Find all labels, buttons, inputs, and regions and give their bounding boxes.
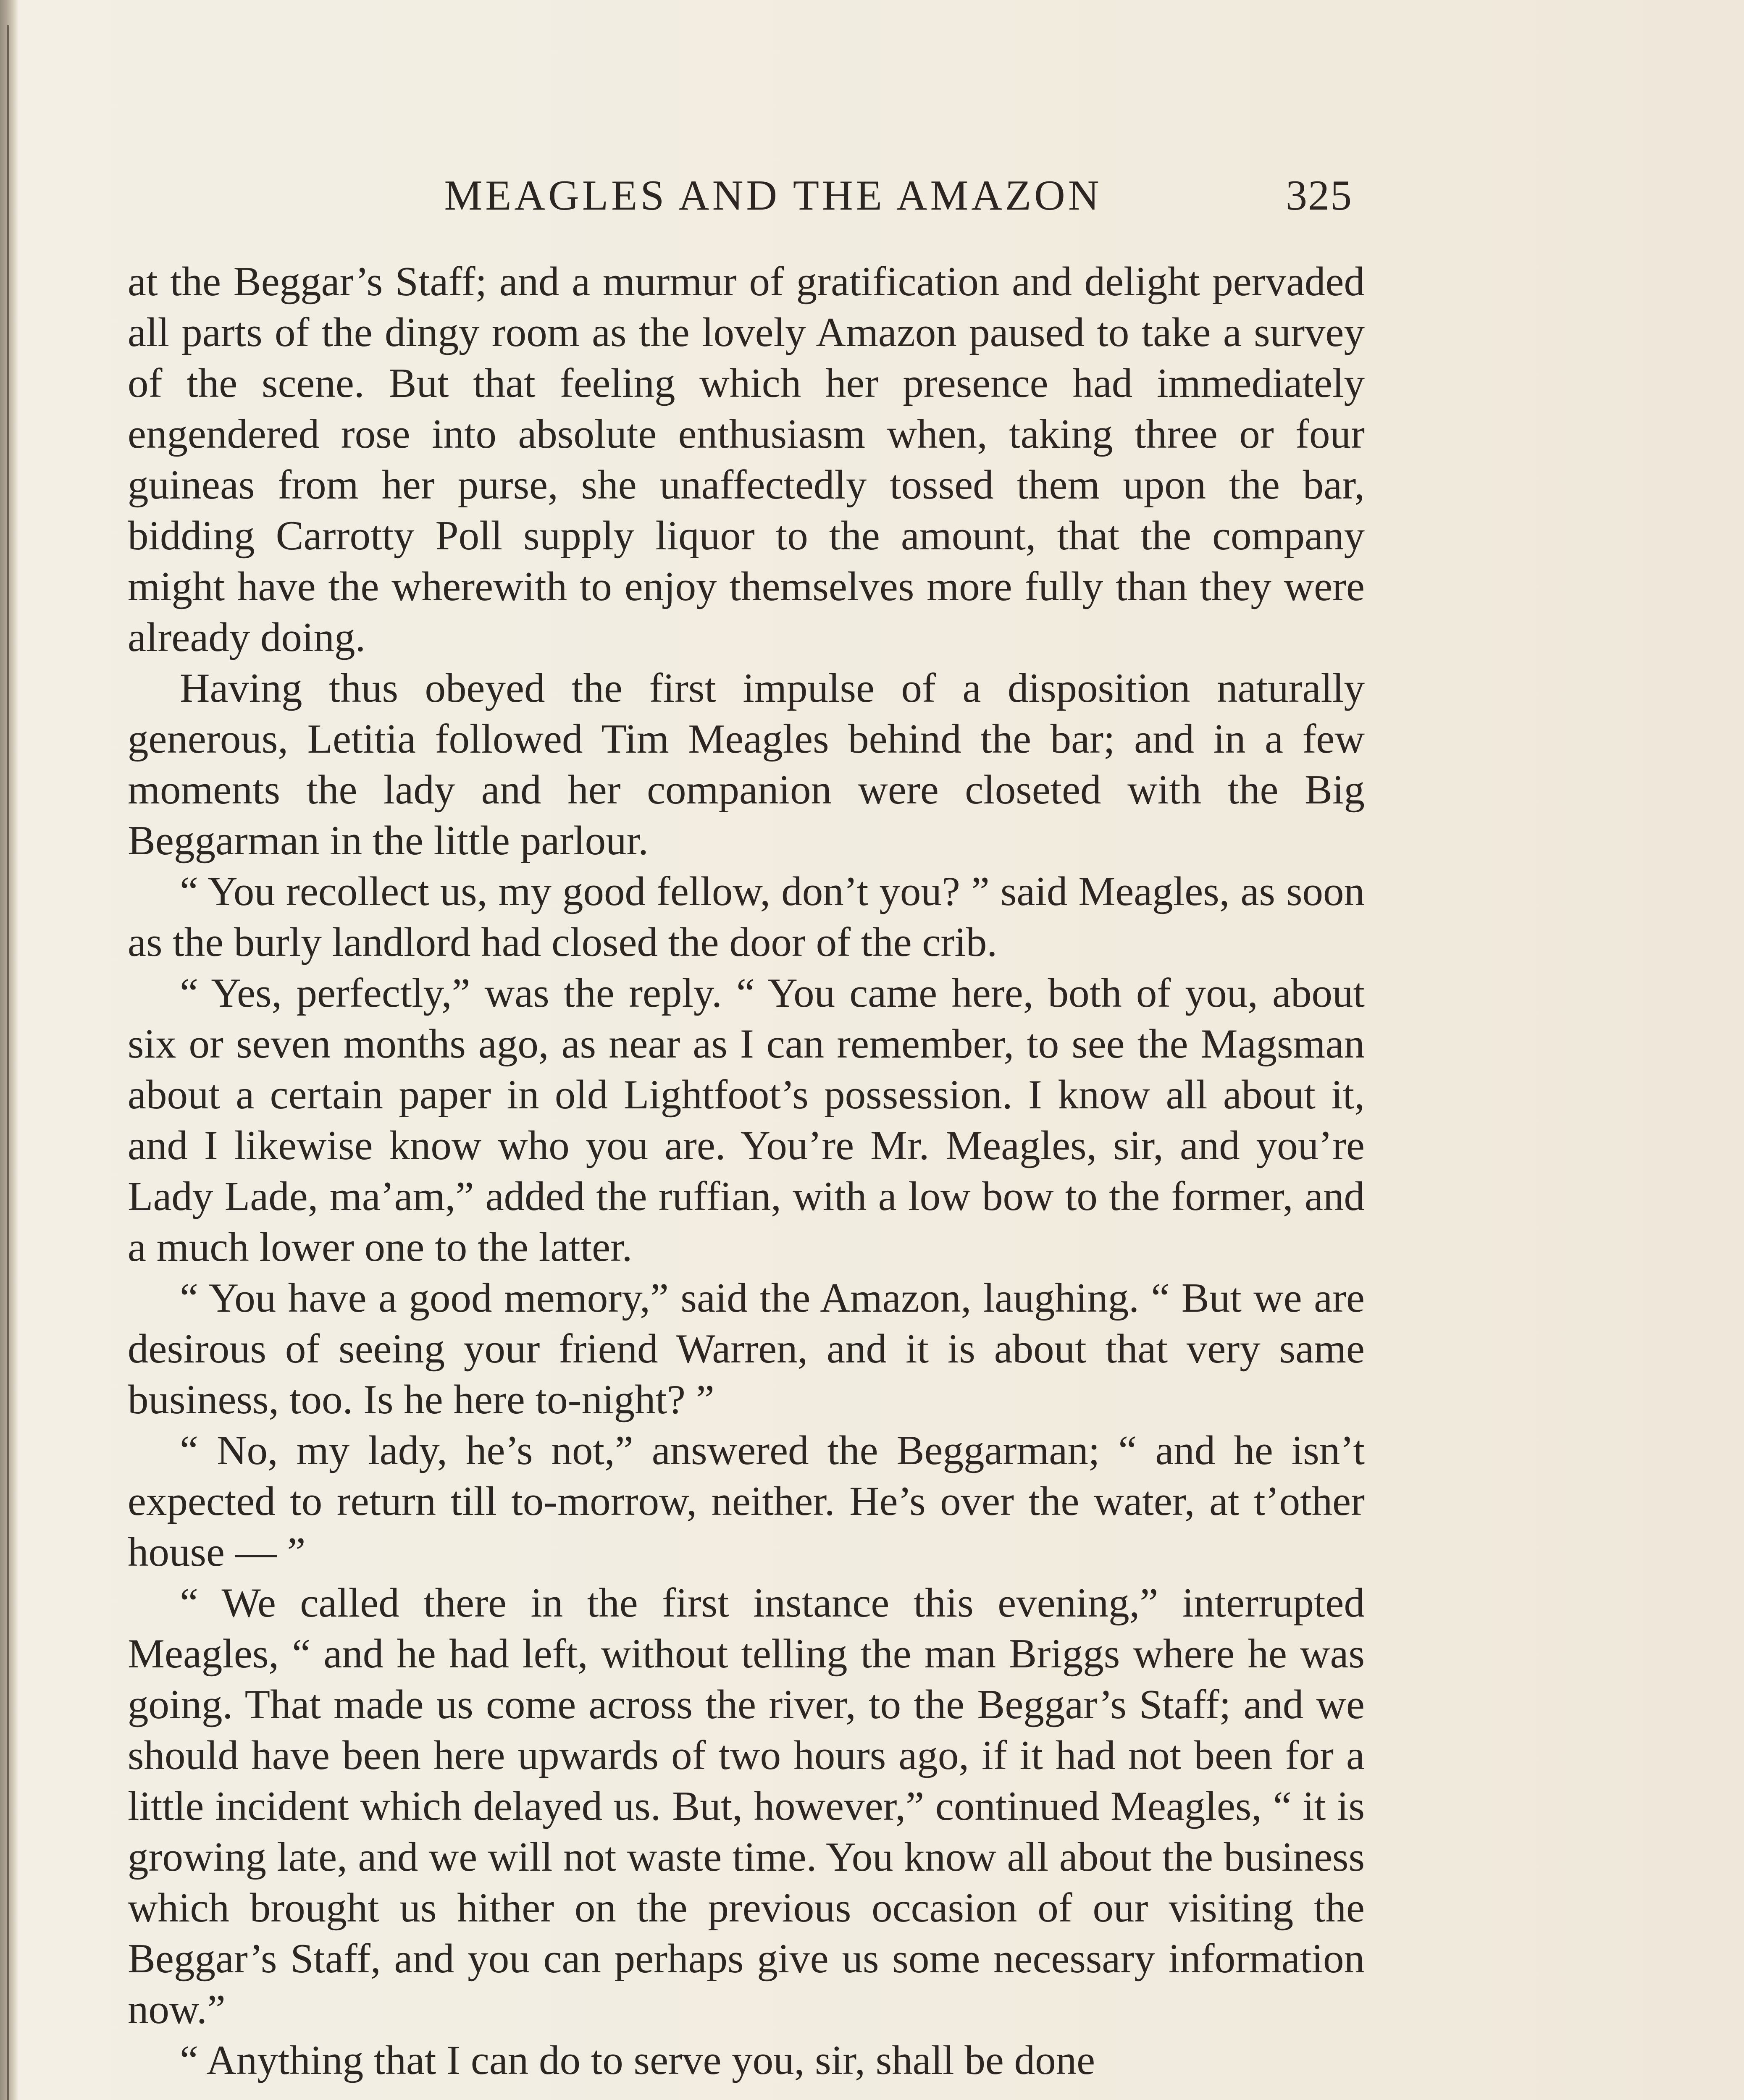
paragraph: “ No, my lady, he’s not,” answered the Beggarman; “ and he isn’t expected to return till to-morrow, neither. He’s over the water, at t’other house — ” [128,1428,1365,1575]
body-text [128,256,1365,2086]
paragraph: Having thus obeyed the first impulse of a disposition naturally generous, Letitia followed Tim Meagles behind the bar; and in a few moments the lady and her companion were closeted with the Big Beggarman in the little parlour. [128,665,1365,864]
binding-edge [7,25,9,2100]
page-number: 325 [1286,171,1353,219]
paragraph: “ Anything that I can do to serve you, sir, shall be done [180,2037,1095,2083]
page-header [134,166,1353,225]
paragraph: “ You have a good memory,” said the Amazon, laughing. “ But we are desirous of seeing your friend Warren, and it is about that very same business, too. Is he here to-night? ” [128,1275,1365,1423]
paragraph: “ Yes, perfectly,” was the reply. “ You came here, both of you, about six or seven months ago, as near as I can remember, to see the Magsman about a certain paper in old Lightfoot’s possession. I know all about it, and I likewise know who you are. You’re Mr. Meagles, sir, and you’re Lady Lade, ma’am,” added the ruffian, with a low bow to the former, and a much lower one to the latter. [128,970,1365,1270]
paragraph: “ We called there in the first instance this evening,” interrupted Meagles, “ and he had left, without telling the man Briggs where he was going. That made us come across the river, to the Beggar’s Staff; and we should have been here upwards of two hours ago, if it had not been for a little incident which delayed us. But, however,” continued Meagles, “ it is growing late, and we will not waste time. You know all about the business which brought us hither on the previous occasion of our visiting the Beggar’s Staff, and you can perhaps give us some necessary information now.” [128,1580,1365,2032]
running-head: MEAGLES AND THE AMAZON [444,171,1102,219]
paragraph: at the Beggar’s Staff; and a murmur of gratification and delight pervaded all parts of the dingy room as the lovely Amazon paused to take a survey of the scene. But that feeling which her presence had immediately engendered rose into absolute enthusiasm when, taking three or four guineas from her purse, she unaffectedly tossed them upon the bar, bidding Carrotty Poll supply liquor to the amount, that the company might have the wherewith to enjoy themselves more fully than they were already doing. [128,259,1365,660]
paragraph: “ You recollect us, my good fellow, don’t you? ” said Meagles, as soon as the burly landlord had closed the door of the crib. [128,869,1365,965]
page-gutter-shadow [0,0,18,2100]
